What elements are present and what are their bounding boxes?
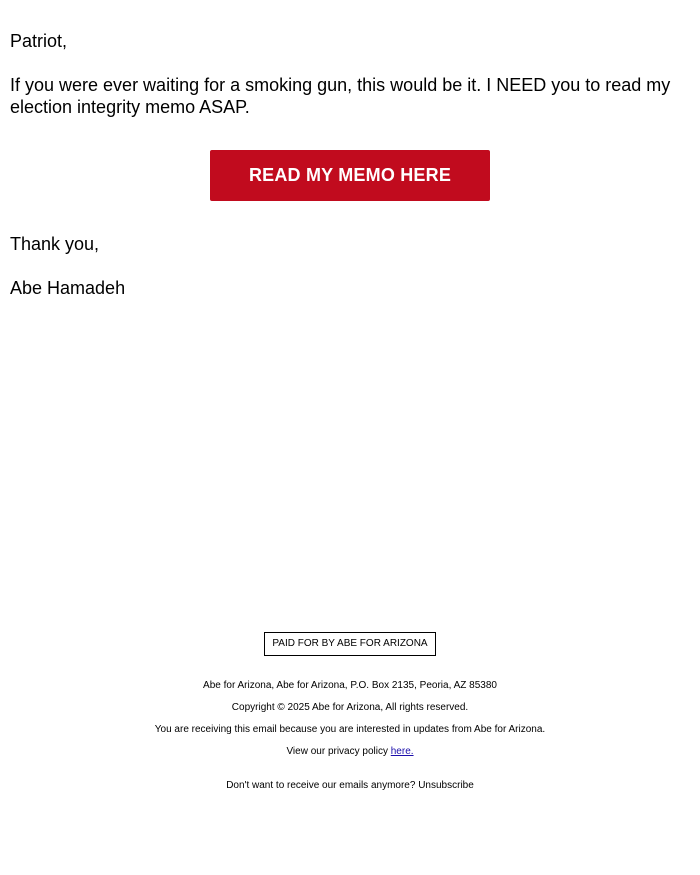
- footer-unsubscribe: [0, 779, 700, 793]
- footer-privacy: [0, 745, 700, 759]
- footer-reason: You are receiving this email because you are interested in updates from Abe for Arizona.: [154, 724, 546, 735]
- footer-address: Abe for Arizona, Abe for Arizona, P.O. Box 2135, Peoria, AZ 85380: [203, 680, 497, 691]
- unsubscribe-link[interactable]: Unsubscribe: [418, 780, 474, 791]
- intro-paragraph: If you were ever waiting for a smoking gun, this would be it. I NEED you to read my election integrity memo ASAP.: [10, 75, 671, 117]
- privacy-prefix: View our privacy policy: [286, 746, 391, 757]
- email-body: [10, 30, 690, 118]
- greeting-text: Patriot,: [10, 31, 68, 51]
- paid-for-disclaimer: PAID FOR BY ABE FOR ARIZONA: [264, 632, 435, 656]
- email-footer: [0, 632, 700, 793]
- cta-container: [0, 150, 700, 201]
- footer-copyright: Copyright © 2025 Abe for Arizona, All rights reserved.: [231, 702, 469, 713]
- unsubscribe-prefix: Don't want to receive our emails anymore?: [226, 780, 419, 791]
- privacy-policy-link[interactable]: here.: [390, 746, 414, 757]
- read-memo-button[interactable]: READ MY MEMO HERE: [210, 150, 490, 201]
- thanks-text: Thank you,: [10, 234, 100, 254]
- signature-name: Abe Hamadeh: [10, 278, 126, 298]
- signoff: [10, 233, 125, 299]
